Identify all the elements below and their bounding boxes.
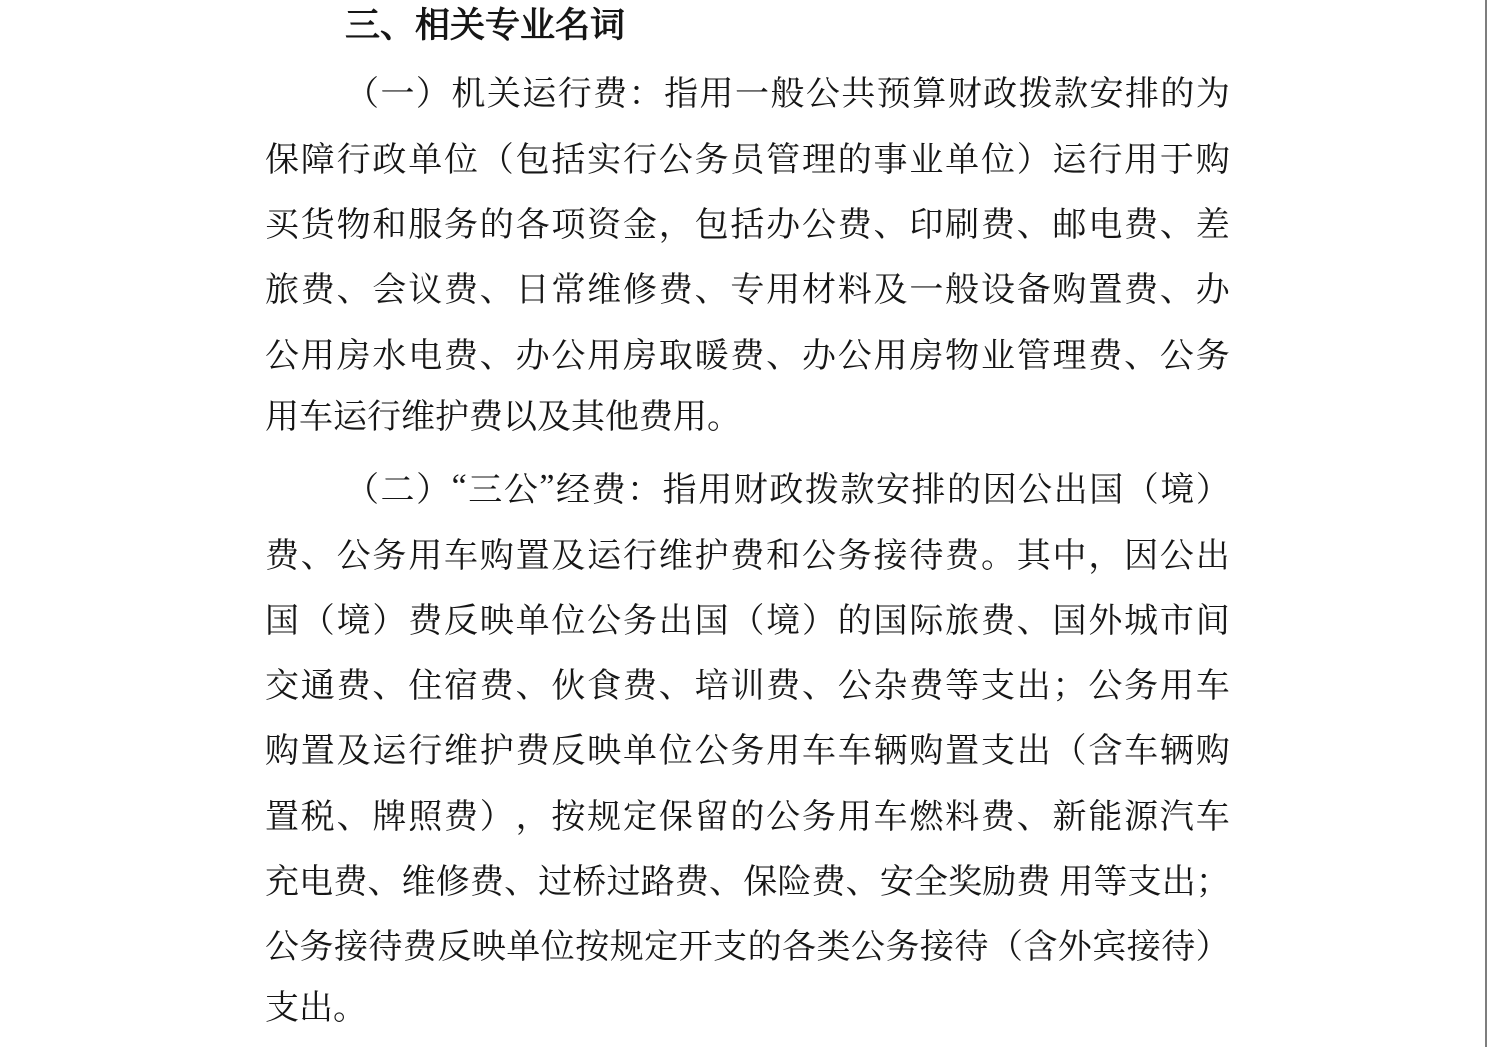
- paragraph-line: 国 （ 境 ） 费 反 映 单 位 公 务 出 国 （ 境 ） 的 国 际 旅 费 、 国 外 城 市 间: [265, 602, 1230, 640]
- paragraph-line: （ 一 ） 机 关 运 行 费 ： 指 用 一 般 公 共 预 算 财 政 拨 款 安 排 的 为: [345, 76, 1230, 114]
- paragraph-line: 买 货 物 和 服 务 的 各 项 资 金 ， 包 括 办 公 费 、 印 刷 费 、 邮 电 费 、 差: [265, 207, 1230, 245]
- paragraph-line: （ 二 ） “ 三 公 ” 经 费 ： 指 用 财 政 拨 款 安 排 的 因 公 出 国 （ 境 ）: [345, 467, 1230, 510]
- paragraph-line: 旅 费 、 会 议 费 、 日 常 维 修 费 、 专 用 材 料 及 一 般 设 备 购 置 费 、 办: [265, 272, 1230, 310]
- paragraph-line: 公 用 房 水 电 费 、 办 公 用 房 取 暖 费 、 办 公 用 房 物 业 管 理 费 、 公 务: [265, 337, 1230, 375]
- document-text-block: [265, 0, 1230, 1042]
- section-heading: 三、相关专业名词: [345, 6, 626, 45]
- paragraph-line: 充 电 费 、 维 修 费 、 过 桥 过 路 费 、 保 险 费 、 安 全 奖 励 费 用 等 支 出 ；: [265, 864, 1230, 901]
- scan-edge-line: [1485, 0, 1487, 1047]
- paragraph-line: 用车运行维护费以及其他费用。: [265, 398, 741, 436]
- paragraph-line: 购 置 及 运 行 维 护 费 反 映 单 位 公 务 用 车 车 辆 购 置 支 出 （ 含 车 辆 购: [265, 733, 1230, 771]
- paragraph-line: 交 通 费 、 住 宿 费 、 伙 食 费 、 培 训 费 、 公 杂 费 等 支 出 ； 公 务 用 车: [265, 668, 1230, 706]
- paragraph-line: 支出。: [265, 990, 367, 1028]
- paragraph-line: 保 障 行 政 单 位 （ 包 括 实 行 公 务 员 管 理 的 事 业 单 位 ） 运 行 用 于 购: [265, 141, 1230, 179]
- paragraph-line: 公 务 接 待 费 反 映 单 位 按 规 定 开 支 的 各 类 公 务 接 待 （ 含 外 宾 接 待 ）: [265, 929, 1230, 967]
- paragraph-line: 费 、 公 务 用 车 购 置 及 运 行 维 护 费 和 公 务 接 待 费 。 其 中 ， 因 公 出: [265, 537, 1230, 575]
- paragraph-line: 置 税 、 牌 照 费 ） ， 按 规 定 保 留 的 公 务 用 车 燃 料 费 、 新 能 源 汽 车: [265, 798, 1230, 836]
